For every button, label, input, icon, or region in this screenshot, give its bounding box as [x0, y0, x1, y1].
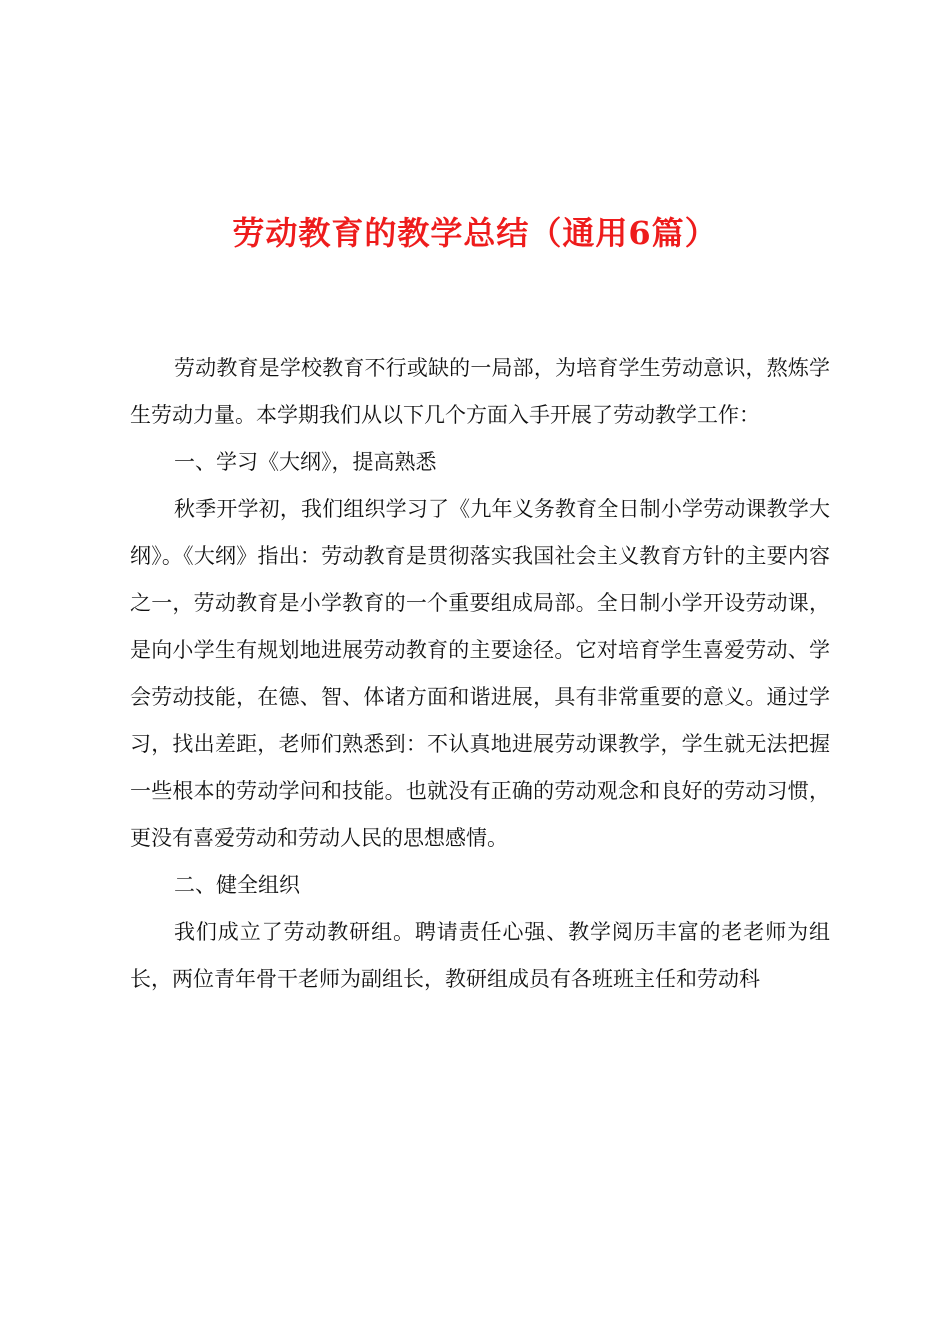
paragraph-section-2: 我们成立了劳动教研组。聘请责任心强、教学阅历丰富的老老师为组长，两位青年骨干老师为副组长，教研组成员有各班班主任和劳动科: [130, 920, 830, 991]
paragraph-section-1: 秋季开学初，我们组织学习了《九年义务教育全日制小学劳动课教学大纲》。《大纲》指出：劳动教育是贯彻落实我国社会主义教育方针的主要内容之一，劳动教育是小学教育的一个重要组成局部。全日制小学开设劳动课，是向小学生有规划地进展劳动教育的主要途径。它对培育学生喜爱劳动、学会劳动技能，在德、智、体诸方面和谐进展，具有非常重要的意义。通过学习，找出差距，老师们熟悉到：不认真地进展劳动课教学，学生就无法把握一些根本的劳动学问和技能。也就没有正确的劳动观念和良好的劳动习惯，更没有喜爱劳动和劳动人民的思想感情。: [130, 497, 830, 850]
document-body: [130, 345, 830, 1003]
document-title: 劳动教育的教学总结（通用6篇）: [232, 214, 718, 252]
section-heading-1: 一、学习《大纲》，提高熟悉: [174, 450, 437, 474]
paragraph-intro: 劳动教育是学校教育不行或缺的一局部，为培育学生劳动意识，熬炼学生劳动力量。本学期我们从以下几个方面入手开展了劳动教学工作：: [130, 356, 830, 427]
section-heading-2: 二、健全组织: [174, 873, 300, 897]
